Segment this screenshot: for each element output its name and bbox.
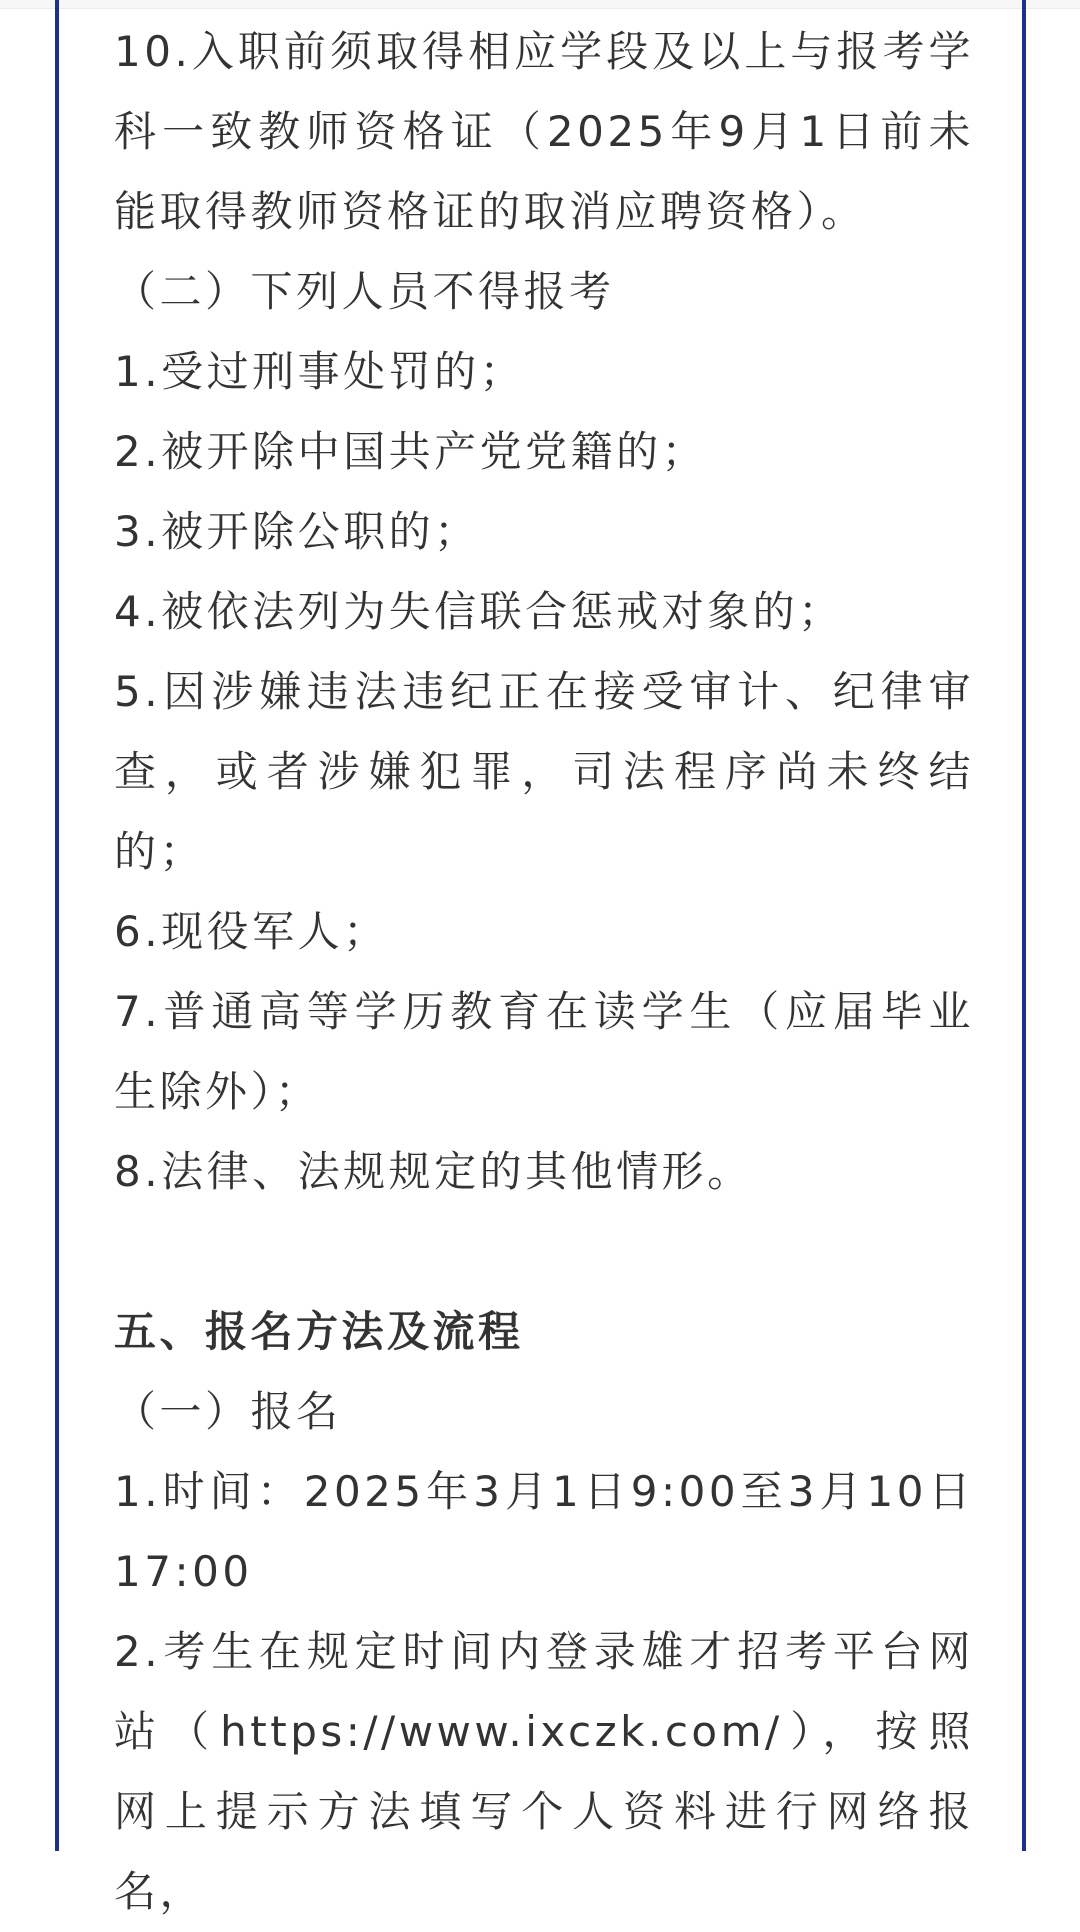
subsection-registration: （一）报名 (114, 1387, 342, 1436)
registration-time: 1.时间：2025年3月1日9:00至3月10日17:00 (114, 1467, 974, 1596)
exclusion-item-1: 1.受过刑事处罚的； (114, 347, 526, 396)
article-frame-right-border (1022, 0, 1026, 1851)
article-frame-left-border (55, 0, 59, 1851)
exclusion-item-6: 6.现役军人； (114, 907, 389, 956)
subsection-excluded-persons: （二）下列人员不得报考 (114, 267, 615, 316)
article-body (114, 12, 974, 1932)
exclusion-item-2: 2.被开除中国共产党党籍的； (114, 427, 708, 476)
exclusion-item-4: 4.被依法列为失信联合惩戒对象的； (114, 587, 844, 636)
top-edge (0, 0, 1080, 9)
registration-instructions: 2.考生在规定时间内登录雄才招考平台网站（https://www.ixczk.com/），按照网上提示方法填写个人资料进行网络报名， (114, 1627, 974, 1916)
exclusion-item-7: 7.普通高等学历教育在读学生（应届毕业生除外）； (114, 987, 974, 1116)
section-5-heading: 五、报名方法及流程 (114, 1307, 524, 1356)
exclusion-item-8: 8.法律、法规规定的其他情形。 (114, 1147, 753, 1196)
requirement-10: 10.入职前须取得相应学段及以上与报考学科一致教师资格证（2025年9月1日前未能取得教师资格证的取消应聘资格）。 (114, 27, 974, 236)
exclusion-item-5: 5.因涉嫌违法违纪正在接受审计、纪律审查，或者涉嫌犯罪，司法程序尚未终结的； (114, 667, 974, 876)
exclusion-item-3: 3.被开除公职的； (114, 507, 480, 556)
